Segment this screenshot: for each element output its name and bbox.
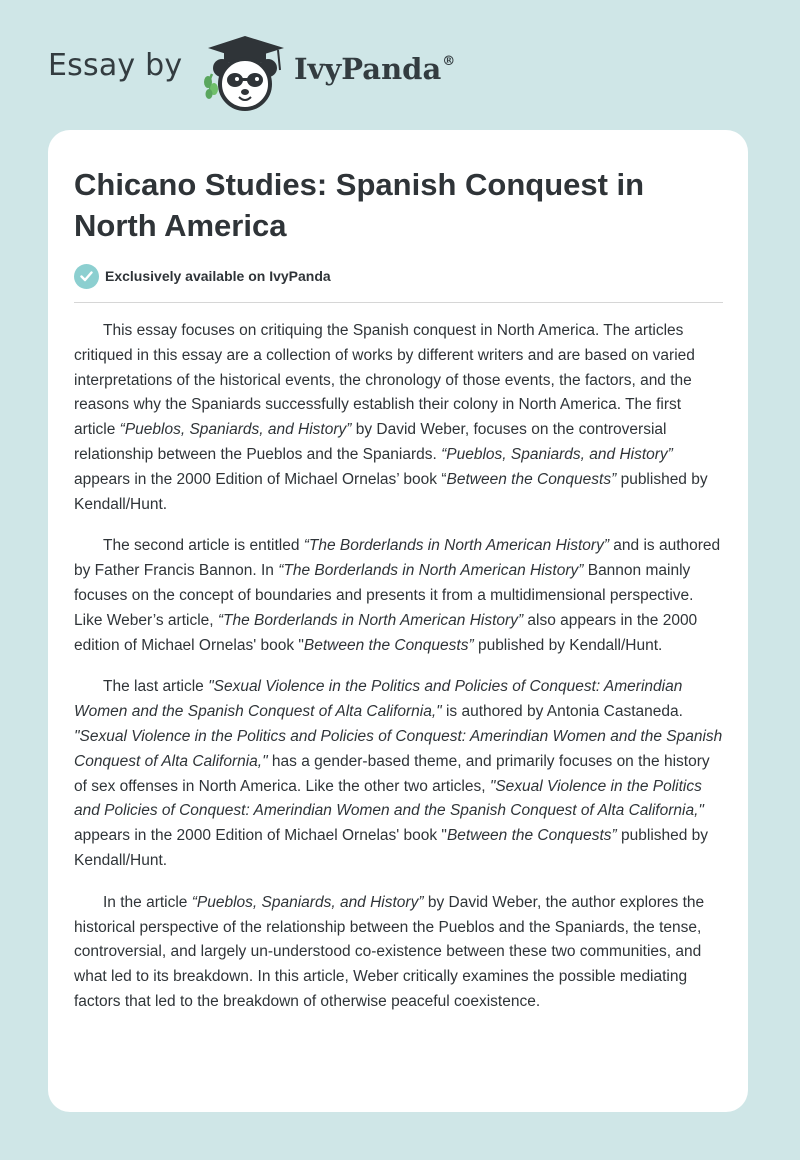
paragraph-text: by David Weber, the author explores the historical perspective of the relationship between the Pueblos and the Spaniards, the tense, controversial, and largely un-understood co-existence between these two communities, and what led to its breakdown. In this article, Weber critically examines the possible mediating factors that led to the breakdown of otherwise peaceful coexistence. — [74, 893, 705, 1010]
paragraph-text: In the article — [103, 893, 192, 911]
paragraph-text: is authored by Antonia Castaneda. — [441, 703, 683, 721]
essay-card — [48, 130, 748, 1112]
cited-title: "Sexual Violence in the Politics and Policies of Conquest: Amerindian Women and the Spanish Conquest of Alta California," — [74, 678, 683, 721]
cited-title: Between the Conquests” — [446, 827, 617, 845]
panda-graduate-icon[interactable] — [200, 34, 290, 114]
checkmark-icon — [74, 264, 99, 289]
site-header — [0, 0, 800, 120]
divider — [74, 302, 723, 303]
cited-title: “Pueblos, Spaniards, and History” — [191, 893, 424, 911]
page-title: Chicano Studies: Spanish Conquest in North America — [74, 167, 645, 243]
brand-text: IvyPanda — [294, 52, 442, 86]
paragraph-text: appears in the 2000 Edition of Michael Ornelas' book " — [74, 827, 447, 845]
essay-paragraph — [74, 675, 726, 873]
essay-body — [74, 319, 726, 1032]
paragraph-text: appears in the 2000 Edition of Michael Ornelas’ book “ — [74, 470, 447, 488]
cited-title: “The Borderlands in North American History” — [217, 611, 524, 629]
paragraph-text: has a gender-based theme, and primarily focuses on the history of sex offenses in North America. Like the other two articles, — [74, 752, 710, 795]
cited-title: "Sexual Violence in the Politics and Policies of Conquest: Amerindian Women and the Spanish Conquest of Alta California," — [74, 727, 723, 770]
essay-paragraph — [74, 891, 726, 1015]
paragraph-text: The second article is entitled — [103, 537, 304, 555]
paragraph-text: published by Kendall/Hunt. — [74, 470, 708, 513]
paragraph-text: also appears in the 2000 edition of Michael Ornelas' book " — [74, 611, 698, 654]
paragraph-text: published by Kendall/Hunt. — [74, 827, 709, 869]
cited-title: "Sexual Violence in the Politics and Policies of Conquest: Amerindian Women and the Spanish Conquest of Alta California," — [74, 777, 704, 820]
cited-title: “The Borderlands in North American History” — [303, 537, 609, 555]
essay-paragraph — [74, 319, 726, 517]
cited-title: “Pueblos, Spaniards, and History” — [441, 445, 673, 463]
registered-mark: ® — [442, 54, 456, 69]
essay-by-label: Essay by — [48, 48, 183, 83]
cited-title: “Pueblos, Spaniards, and History” — [119, 421, 352, 439]
paragraph-text: published by Kendall/Hunt. — [473, 636, 663, 654]
paragraph-text: This essay focuses on critiquing the Spanish conquest in North America. The articles critiqued in this essay are a collection of works by different writers and are based on varied interpretations of the historical events, the chronology of those events, the factors, and the reasons why the Spaniards successfully establish their colony in North America. The first article — [74, 322, 695, 439]
paragraph-text: by David Weber, focuses on the controversial relationship between the Pueblos and the Spaniards. — [74, 421, 667, 463]
exclusive-label: Exclusively available on IvyPanda — [105, 268, 331, 284]
cited-title: Between the Conquests” — [303, 636, 474, 654]
exclusive-badge — [74, 263, 331, 289]
paragraph-text: The last article — [103, 678, 209, 696]
cited-title: Between the Conquests” — [446, 470, 617, 488]
brand-name — [294, 52, 455, 86]
essay-paragraph — [74, 534, 726, 658]
cited-title: “The Borderlands in North American History” — [278, 562, 584, 580]
paragraph-text: and is authored by Father Francis Bannon. In — [74, 537, 721, 580]
paragraph-text: Bannon mainly focuses on the concept of boundaries and presents it from a multidimensional perspective. Like Weber’s article, — [74, 562, 694, 629]
